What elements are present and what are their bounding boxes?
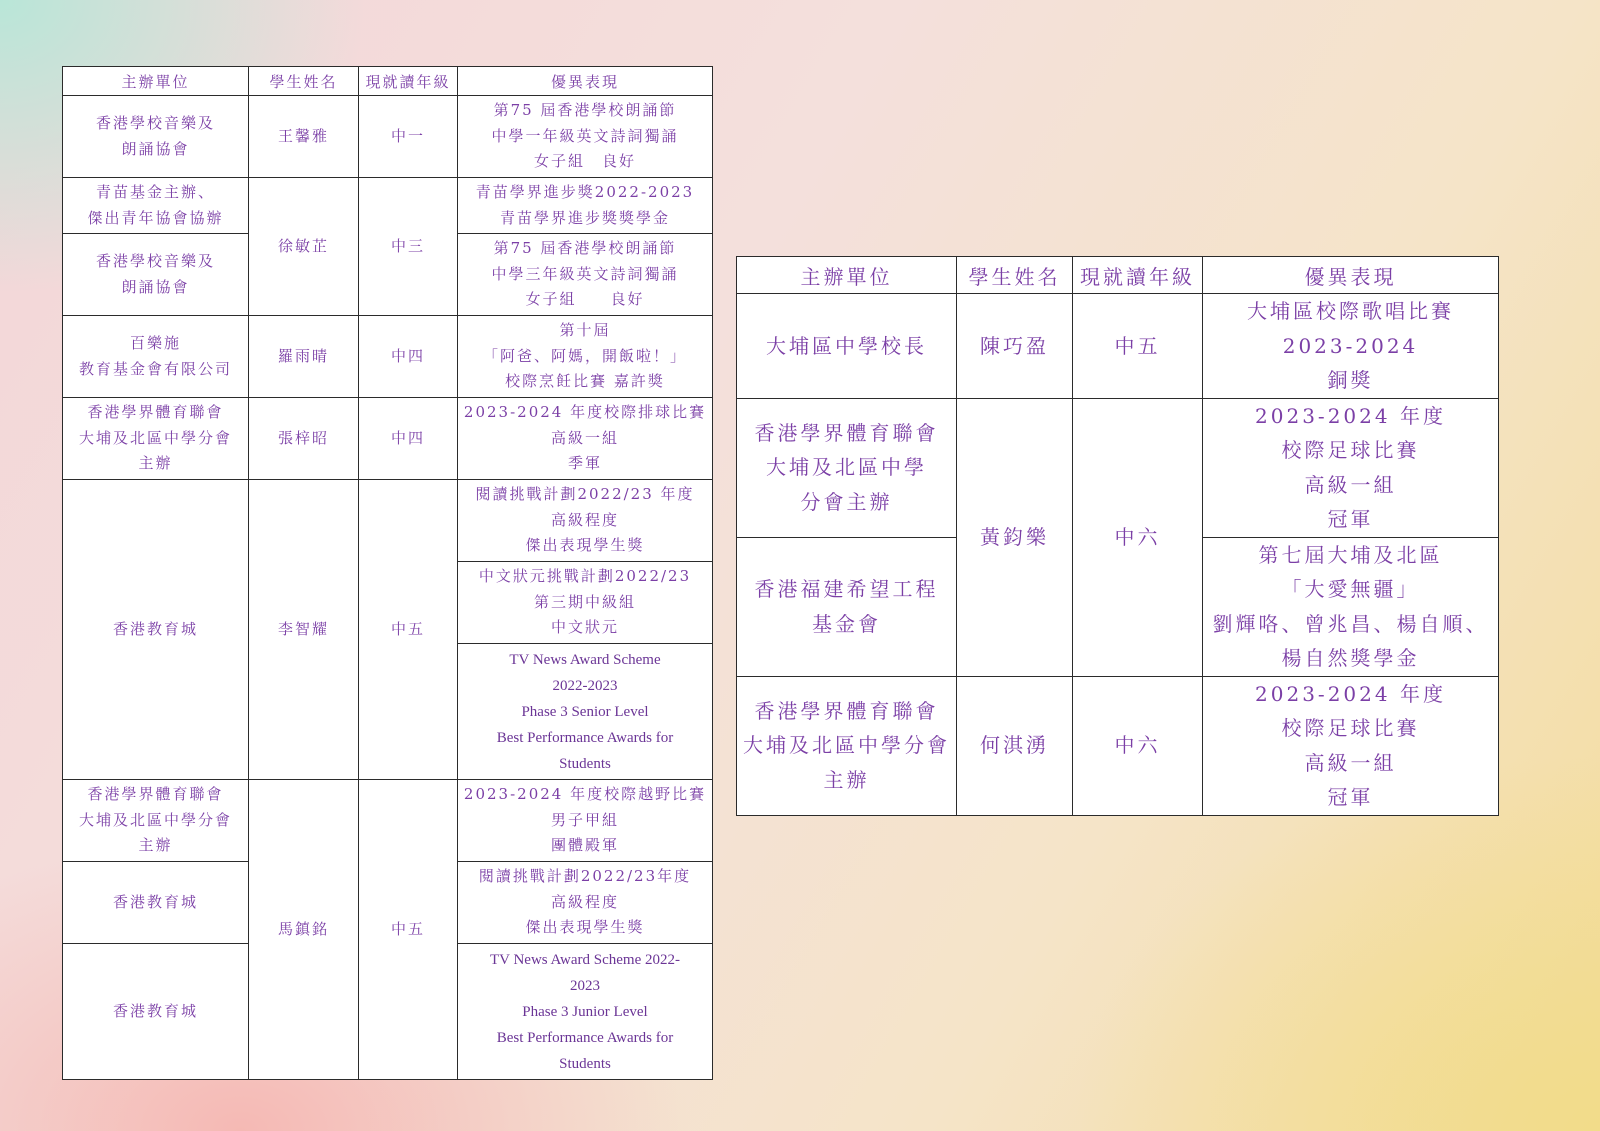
performance-cell: 第75 屆香港學校朗誦節 中學一年級英文詩詞獨誦 女子組 良好 — [458, 96, 713, 178]
performance-cell: 中文狀元挑戰計劃2022/23 第三期中級組 中文狀元 — [458, 562, 713, 644]
organizer-cell: 香港福建希望工程 基金會 — [737, 537, 957, 676]
organizer-cell: 香港學界體育聯會 大埔及北區中學分會 主辦 — [63, 780, 249, 862]
table-row — [737, 398, 1499, 537]
performance-cell: 第十屆 「阿爸、阿媽，開飯啦！」 校際烹飪比賽 嘉許獎 — [458, 316, 713, 398]
table-row — [63, 178, 713, 234]
performance-cell: 2023-2024 年度 校際足球比賽 高級一組 冠軍 — [1203, 676, 1499, 815]
student-name-cell: 羅雨晴 — [249, 316, 359, 398]
grade-cell: 中五 — [1073, 294, 1203, 399]
performance-cell: 大埔區校際歌唱比賽 2023-2024 銅獎 — [1203, 294, 1499, 399]
header-student-name: 學生姓名 — [957, 257, 1073, 294]
grade-cell: 中四 — [359, 398, 458, 480]
student-name-cell: 馬鎮銘 — [249, 780, 359, 1080]
performance-cell: 閱讀挑戰計劃2022/23年度 高級程度 傑出表現學生獎 — [458, 862, 713, 944]
header-performance: 優異表現 — [1203, 257, 1499, 294]
organizer-cell: 香港學界體育聯會 大埔及北區中學 分會主辦 — [737, 398, 957, 537]
performance-cell: TV News Award Scheme 2022- 2023 Phase 3 Junior Level Best Performance Awards for Students — [458, 944, 713, 1080]
organizer-cell: 香港教育城 — [63, 862, 249, 944]
grade-cell: 中一 — [359, 96, 458, 178]
student-name-cell: 何淇湧 — [957, 676, 1073, 815]
organizer-cell: 香港學界體育聯會 大埔及北區中學分會 主辦 — [63, 398, 249, 480]
table-row — [63, 96, 713, 178]
grade-cell: 中五 — [359, 480, 458, 780]
table-header-row — [737, 257, 1499, 294]
table-header-row — [63, 67, 713, 96]
awards-table-right — [736, 256, 1499, 816]
student-name-cell: 徐敏芷 — [249, 178, 359, 316]
student-name-cell: 黃鈞樂 — [957, 398, 1073, 676]
organizer-cell: 香港教育城 — [63, 480, 249, 780]
header-grade: 現就讀年級 — [359, 67, 458, 96]
organizer-cell: 大埔區中學校長 — [737, 294, 957, 399]
header-organizer: 主辦單位 — [737, 257, 957, 294]
organizer-cell: 香港學校音樂及 朗誦協會 — [63, 96, 249, 178]
table-row — [737, 294, 1499, 399]
student-name-cell: 張梓昭 — [249, 398, 359, 480]
grade-cell: 中六 — [1073, 676, 1203, 815]
table-row — [63, 398, 713, 480]
organizer-cell: 香港學界體育聯會 大埔及北區中學分會 主辦 — [737, 676, 957, 815]
student-name-cell: 王馨雅 — [249, 96, 359, 178]
performance-cell: 青苗學界進步獎2022-2023 青苗學界進步獎獎學金 — [458, 178, 713, 234]
grade-cell: 中六 — [1073, 398, 1203, 676]
performance-cell: 第75 屆香港學校朗誦節 中學三年級英文詩詞獨誦 女子組 良好 — [458, 234, 713, 316]
header-organizer: 主辦單位 — [63, 67, 249, 96]
table-row — [63, 780, 713, 862]
awards-table-left — [62, 66, 713, 1080]
performance-cell: 2023-2024 年度校際排球比賽 高級一組 季軍 — [458, 398, 713, 480]
performance-cell: 2023-2024 年度校際越野比賽 男子甲組 團體殿軍 — [458, 780, 713, 862]
performance-cell: 第七屆大埔及北區 「大愛無疆」 劉輝咯、曾兆昌、楊自順、 楊自然獎學金 — [1203, 537, 1499, 676]
header-grade: 現就讀年級 — [1073, 257, 1203, 294]
organizer-cell: 青苗基金主辦、 傑出青年協會協辦 — [63, 178, 249, 234]
header-student-name: 學生姓名 — [249, 67, 359, 96]
grade-cell: 中四 — [359, 316, 458, 398]
student-name-cell: 陳巧盈 — [957, 294, 1073, 399]
grade-cell: 中三 — [359, 178, 458, 316]
header-performance: 優異表現 — [458, 67, 713, 96]
performance-cell: 2023-2024 年度 校際足球比賽 高級一組 冠軍 — [1203, 398, 1499, 537]
organizer-cell: 百樂施 教育基金會有限公司 — [63, 316, 249, 398]
table-row — [63, 480, 713, 562]
grade-cell: 中五 — [359, 780, 458, 1080]
performance-cell: 閱讀挑戰計劃2022/23 年度 高級程度 傑出表現學生獎 — [458, 480, 713, 562]
organizer-cell: 香港學校音樂及 朗誦協會 — [63, 234, 249, 316]
table-row — [63, 316, 713, 398]
table-row — [737, 676, 1499, 815]
student-name-cell: 李智耀 — [249, 480, 359, 780]
performance-cell: TV News Award Scheme 2022-2023 Phase 3 Senior Level Best Performance Awards for Students — [458, 644, 713, 780]
organizer-cell: 香港教育城 — [63, 944, 249, 1080]
